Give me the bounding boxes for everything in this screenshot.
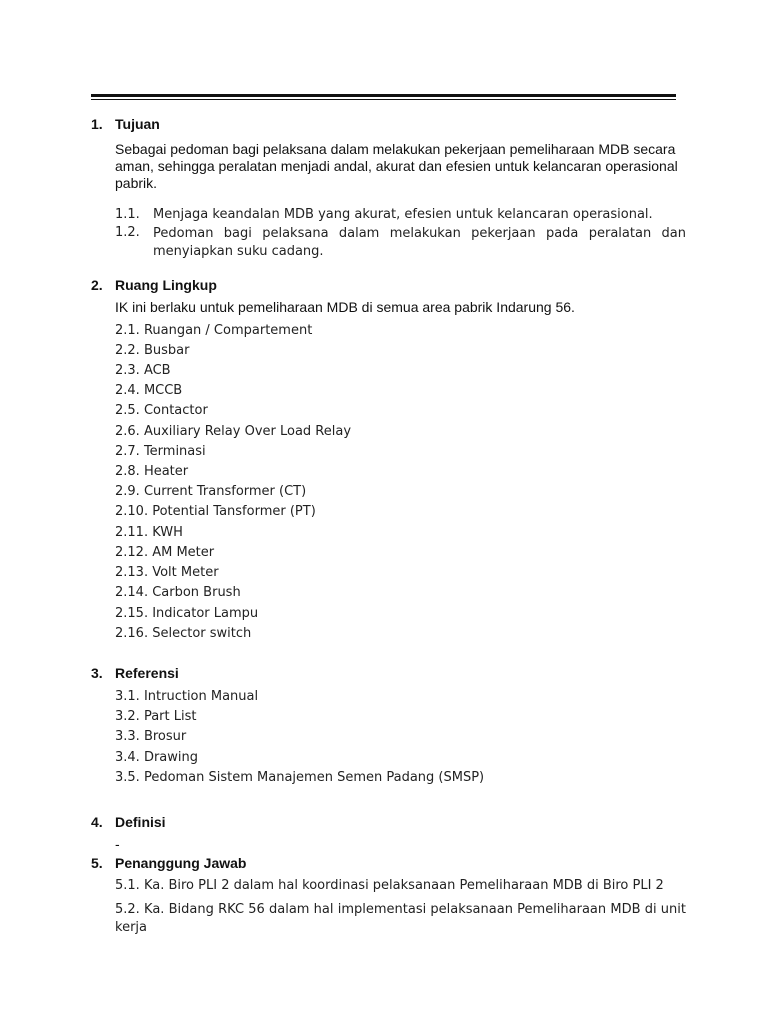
list-item: 2.16. Selector switch: [115, 626, 252, 641]
section-title: Tujuan: [115, 116, 160, 132]
list-item: 2.13. Volt Meter: [115, 565, 219, 580]
list-item-number: 1.2.: [115, 225, 140, 240]
list-item: 5.2. Ka. Bidang RKC 56 dalam hal implementasi pelaksanaan Pemeliharaan MDB di unit kerja: [115, 902, 686, 935]
list-item: 2.3. ACB: [115, 363, 171, 378]
list-item: 2.8. Heater: [115, 464, 189, 479]
list-item: 5.1. Ka. Biro PLI 2 dalam hal koordinasi pelaksanaan Pemeliharaan MDB di Biro PLI 2: [115, 878, 664, 893]
section-number: 3.: [91, 665, 103, 681]
header-rule-thin: [91, 99, 676, 100]
list-item: 2.10. Potential Tansformer (PT): [115, 504, 316, 519]
list-item: 2.9. Current Transformer (CT): [115, 484, 307, 499]
list-item-text: Pedoman bagi pelaksana dalam melakukan pekerjaan pada peralatan dan menyiapkan suku cadang.: [153, 226, 686, 259]
section-paragraph: Sebagai pedoman bagi pelaksana dalam melakukan pekerjaan pemeliharaan MDB secara aman, sehingga peralatan menjadi andal, akurat dan efesien untuk kelancaran operasional pabrik.: [115, 141, 678, 191]
section-number: 1.: [91, 116, 103, 132]
list-item: 2.15. Indicator Lampu: [115, 606, 259, 621]
section-title: Referensi: [115, 665, 179, 681]
section-paragraph: IK ini berlaku untuk pemeliharaan MDB di semua area pabrik Indarung 56.: [115, 299, 575, 315]
definition-placeholder: -: [115, 836, 120, 852]
list-item: 3.1. Intruction Manual: [115, 689, 259, 704]
section-number: 4.: [91, 814, 103, 830]
list-item: 2.5. Contactor: [115, 403, 208, 418]
list-item: 3.4. Drawing: [115, 750, 198, 765]
list-item-text: Menjaga keandalan MDB yang akurat, efesien untuk kelancaran operasional.: [153, 207, 653, 222]
section-title: Ruang Lingkup: [115, 277, 217, 293]
list-item-number: 1.1.: [115, 207, 140, 222]
list-item: 2.14. Carbon Brush: [115, 585, 241, 600]
list-item: 2.11. KWH: [115, 525, 183, 540]
list-item: 2.1. Ruangan / Compartement: [115, 323, 313, 338]
section-number: 5.: [91, 855, 103, 871]
list-item: 2.6. Auxiliary Relay Over Load Relay: [115, 424, 352, 439]
list-item: 3.2. Part List: [115, 709, 197, 724]
list-item: 2.7. Terminasi: [115, 444, 206, 459]
list-item: 3.5. Pedoman Sistem Manajemen Semen Padang (SMSP): [115, 770, 485, 785]
section-title: Definisi: [115, 814, 166, 830]
section-title: Penanggung Jawab: [115, 855, 247, 871]
list-item: 2.4. MCCB: [115, 383, 183, 398]
section-number: 2.: [91, 277, 103, 293]
list-item: 2.12. AM Meter: [115, 545, 215, 560]
list-item: 2.2. Busbar: [115, 343, 190, 358]
header-rule: [91, 94, 676, 97]
list-item: 3.3. Brosur: [115, 729, 187, 744]
